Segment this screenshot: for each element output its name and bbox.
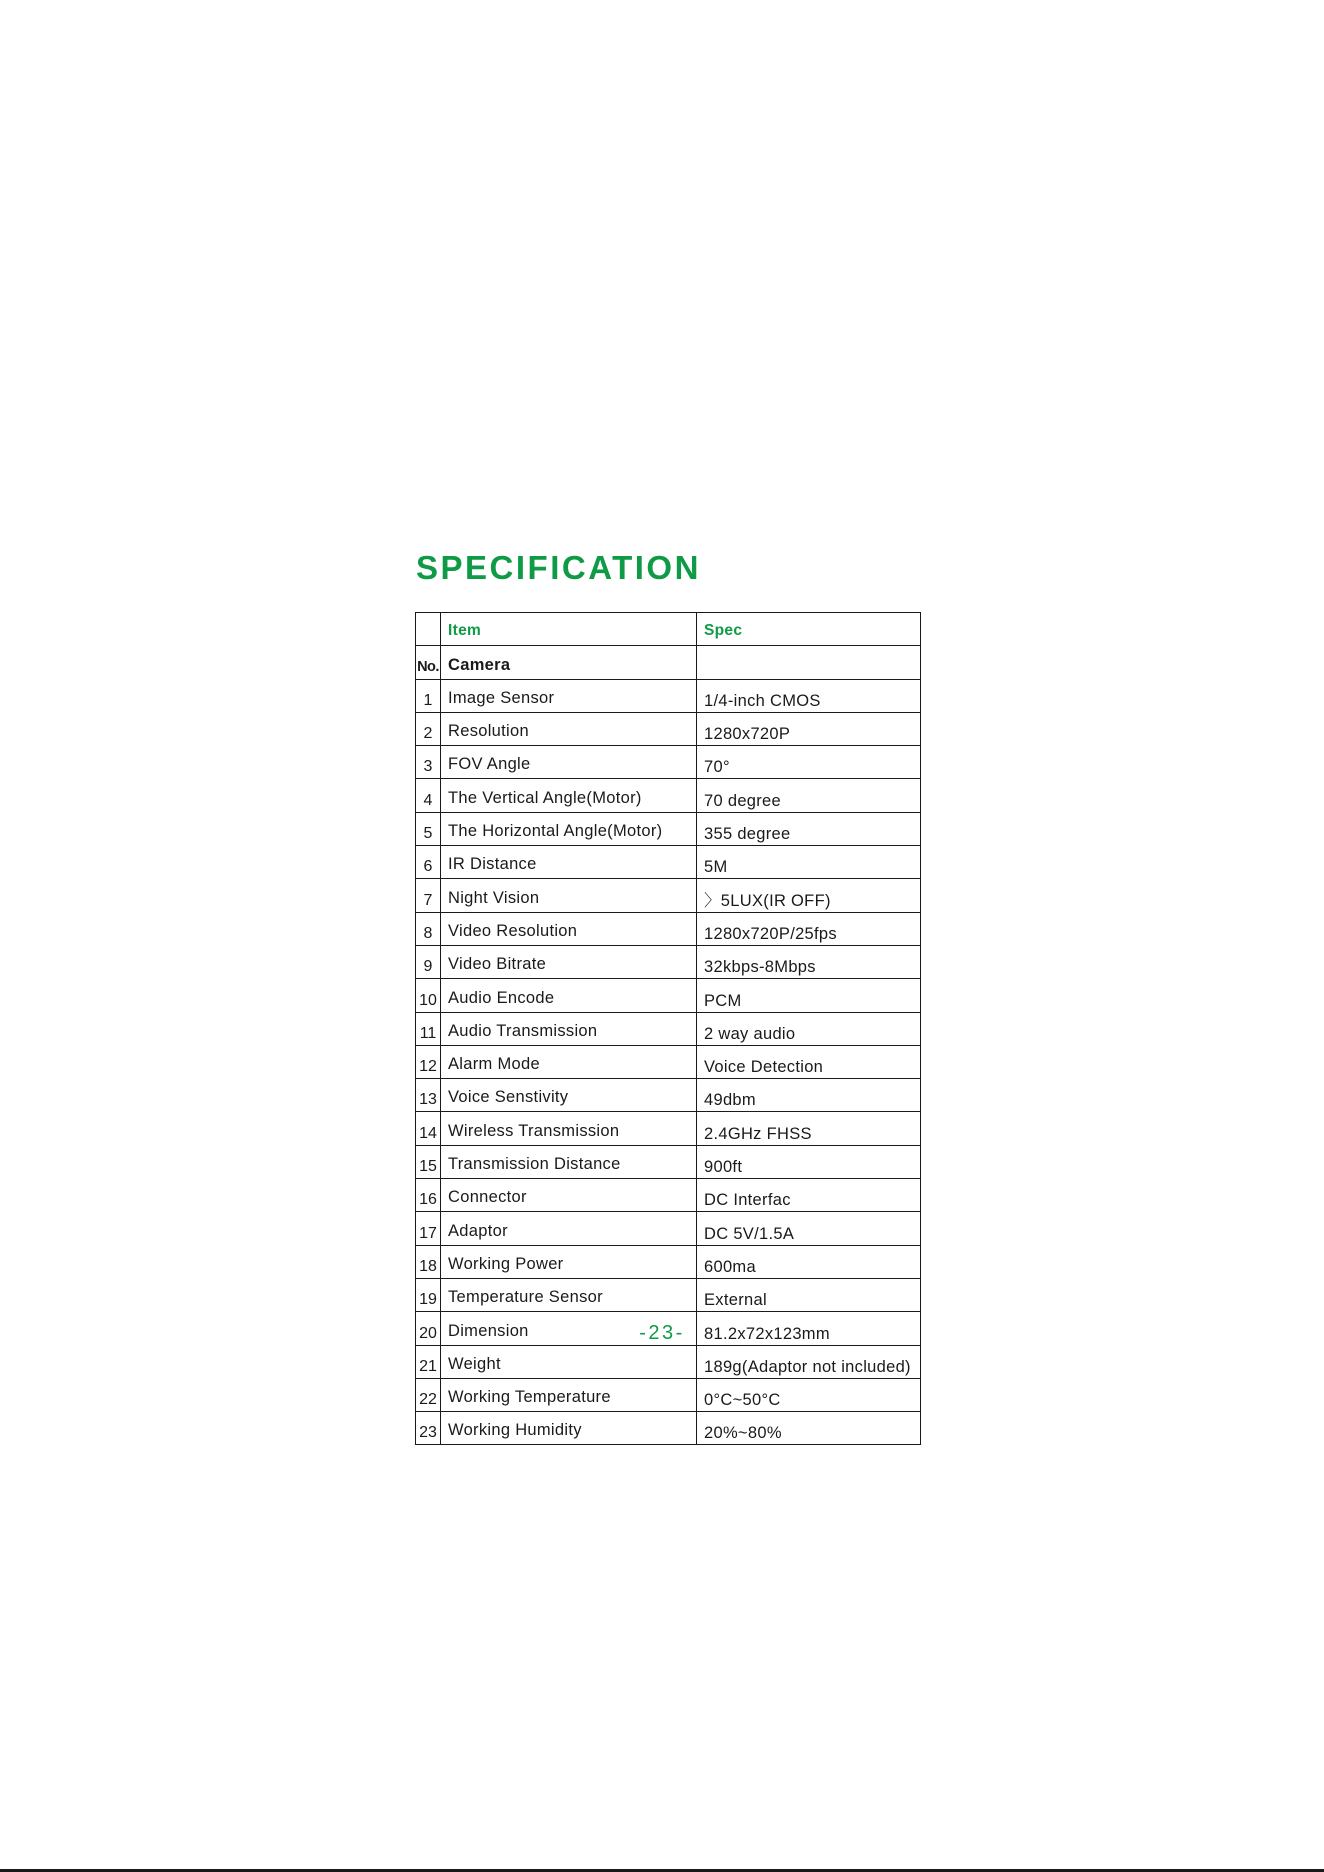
table-row [416, 979, 921, 1012]
row-item-cell: Working Temperature [441, 1378, 697, 1411]
row-item-cell: Dimension [441, 1312, 697, 1345]
table-row [416, 1378, 921, 1411]
table-row [416, 712, 921, 745]
row-item-cell: Image Sensor [441, 679, 697, 712]
row-spec-cell: 0°C~50°C [697, 1378, 921, 1411]
row-number-cell: 13 [416, 1079, 441, 1112]
page-title: SPECIFICATION [416, 549, 701, 586]
row-number-cell: 22 [416, 1378, 441, 1411]
table-row [416, 945, 921, 978]
row-spec-cell: DC Interfac [697, 1179, 921, 1212]
row-item-cell: Audio Transmission [441, 1012, 697, 1045]
row-number-cell: 2 [416, 712, 441, 745]
section-no-cell: No. [416, 646, 441, 679]
row-item-cell: The Vertical Angle(Motor) [441, 779, 697, 812]
row-spec-cell: Voice Detection [697, 1045, 921, 1078]
row-spec-cell: 1/4-inch CMOS [697, 679, 921, 712]
table-row [416, 1212, 921, 1245]
row-spec-cell: DC 5V/1.5A [697, 1212, 921, 1245]
row-item-cell: Temperature Sensor [441, 1278, 697, 1311]
row-item-cell: Connector [441, 1179, 697, 1212]
row-number-cell: 18 [416, 1245, 441, 1278]
row-number-cell: 6 [416, 846, 441, 879]
row-item-cell: Working Power [441, 1245, 697, 1278]
row-spec-cell: 20%~80% [697, 1412, 921, 1445]
row-spec-cell: 32kbps-8Mbps [697, 945, 921, 978]
row-number-cell: 5 [416, 812, 441, 845]
row-spec-cell: 70 degree [697, 779, 921, 812]
row-spec-cell: 2.4GHz FHSS [697, 1112, 921, 1145]
row-item-cell: The Horizontal Angle(Motor) [441, 812, 697, 845]
row-spec-cell: 70° [697, 746, 921, 779]
row-spec-cell: 2 way audio [697, 1012, 921, 1045]
table-row [416, 1412, 921, 1445]
section-title-cell: Camera [441, 646, 697, 679]
table-row [416, 879, 921, 912]
row-number-cell: 9 [416, 945, 441, 978]
row-spec-cell: 355 degree [697, 812, 921, 845]
row-number-cell: 17 [416, 1212, 441, 1245]
table-row [416, 812, 921, 845]
table-row [416, 1045, 921, 1078]
table-row [416, 679, 921, 712]
header-spec-cell: Spec [697, 613, 921, 646]
row-item-cell: Video Bitrate [441, 945, 697, 978]
table-row [416, 912, 921, 945]
row-number-cell: 8 [416, 912, 441, 945]
row-item-cell: Wireless Transmission [441, 1112, 697, 1145]
row-number-cell: 10 [416, 979, 441, 1012]
table-row [416, 1012, 921, 1045]
row-spec-cell: 1280x720P/25fps [697, 912, 921, 945]
table-row [416, 846, 921, 879]
row-number-cell: 19 [416, 1278, 441, 1311]
row-number-cell: 14 [416, 1112, 441, 1145]
header-item-cell: Item [441, 613, 697, 646]
row-item-cell: Voice Senstivity [441, 1079, 697, 1112]
row-spec-cell: 189g(Adaptor not included) [697, 1345, 921, 1378]
table-row [416, 746, 921, 779]
table-row [416, 1179, 921, 1212]
row-number-cell: 20 [416, 1312, 441, 1345]
row-spec-cell: 900ft [697, 1145, 921, 1178]
row-number-cell: 4 [416, 779, 441, 812]
row-item-cell: Adaptor [441, 1212, 697, 1245]
table-row [416, 1112, 921, 1145]
page-number: -23- [639, 1322, 685, 1344]
row-item-cell: Working Humidity [441, 1412, 697, 1445]
table-row [416, 1079, 921, 1112]
row-item-cell: Alarm Mode [441, 1045, 697, 1078]
row-spec-cell: External [697, 1278, 921, 1311]
row-number-cell: 16 [416, 1179, 441, 1212]
row-item-cell: FOV Angle [441, 746, 697, 779]
table-row [416, 1245, 921, 1278]
row-spec-cell: 81.2x72x123mm [697, 1312, 921, 1345]
row-spec-cell: 600ma [697, 1245, 921, 1278]
row-item-cell: Weight [441, 1345, 697, 1378]
row-item-cell: Audio Encode [441, 979, 697, 1012]
table-row [416, 1278, 921, 1311]
row-number-cell: 3 [416, 746, 441, 779]
table-header-row [416, 613, 921, 646]
row-number-cell: 15 [416, 1145, 441, 1178]
table-row [416, 779, 921, 812]
section-row [416, 646, 921, 679]
row-spec-cell: 49dbm [697, 1079, 921, 1112]
row-item-cell: Transmission Distance [441, 1145, 697, 1178]
row-number-cell: 1 [416, 679, 441, 712]
row-item-cell: Video Resolution [441, 912, 697, 945]
row-spec-cell: 〉5LUX(IR OFF) [697, 879, 921, 912]
row-number-cell: 23 [416, 1412, 441, 1445]
row-number-cell: 12 [416, 1045, 441, 1078]
row-number-cell: 21 [416, 1345, 441, 1378]
row-item-cell: IR Distance [441, 846, 697, 879]
row-spec-cell: PCM [697, 979, 921, 1012]
row-item-cell: Resolution [441, 712, 697, 745]
table-row [416, 1145, 921, 1178]
header-no-cell [416, 613, 441, 646]
row-number-cell: 11 [416, 1012, 441, 1045]
row-spec-cell: 5M [697, 846, 921, 879]
table-row [416, 1345, 921, 1378]
row-item-cell: Night Vision [441, 879, 697, 912]
section-spec-cell [697, 646, 921, 679]
row-number-cell: 7 [416, 879, 441, 912]
row-spec-cell: 1280x720P [697, 712, 921, 745]
